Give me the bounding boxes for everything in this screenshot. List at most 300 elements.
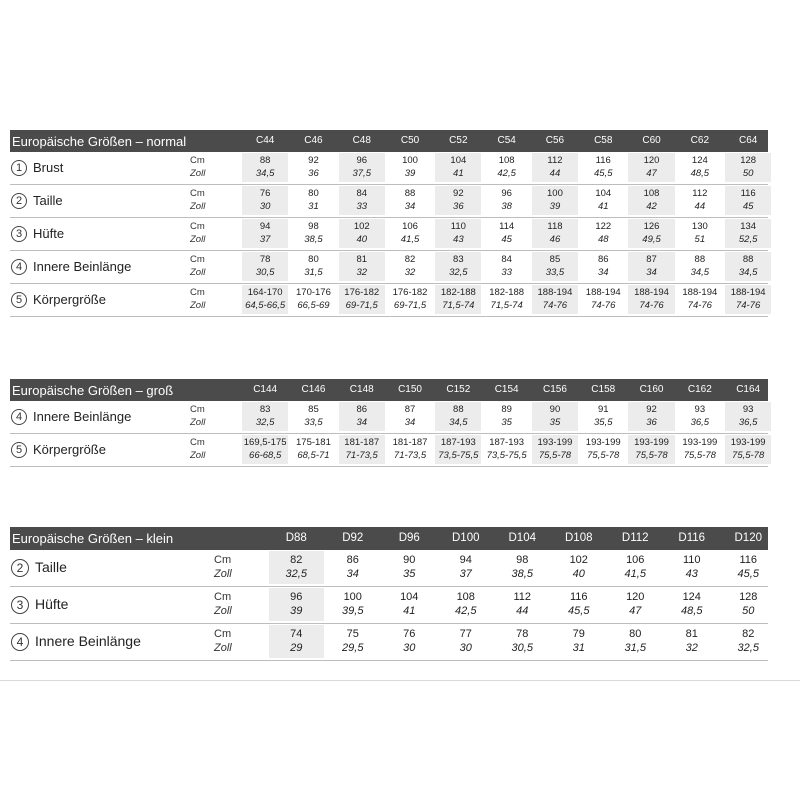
cm-value: 83	[259, 404, 271, 415]
zoll-value: 36	[453, 201, 464, 212]
value-cell	[608, 551, 663, 584]
zoll-value: 34	[646, 267, 657, 278]
value-cell	[725, 219, 771, 248]
cm-value: 80	[308, 254, 319, 265]
size-header: D108	[565, 532, 593, 544]
zoll-value: 32,5	[285, 568, 307, 580]
table-row	[10, 624, 768, 661]
zoll-value: 34	[597, 267, 609, 278]
cm-value: 104	[450, 155, 467, 166]
size-header: C148	[349, 384, 374, 395]
table-row	[10, 587, 768, 624]
zoll-value: 30	[259, 201, 271, 212]
size-header: D96	[398, 532, 420, 544]
value-cell	[580, 186, 626, 215]
cm-value: 96	[290, 591, 303, 603]
table-title: Europäische Größen – klein	[12, 531, 174, 546]
cm-value: 92	[453, 188, 464, 199]
zoll-value: 34,5	[738, 267, 758, 278]
cm-value: 120	[626, 591, 645, 603]
size-table	[10, 527, 768, 661]
value-cell	[677, 252, 723, 281]
value-cell	[532, 435, 578, 464]
cm-value: 188-194	[682, 287, 718, 298]
zoll-value: 71-73,5	[393, 450, 427, 461]
size-header: C152	[446, 384, 471, 395]
cm-value: 81	[356, 254, 368, 265]
size-header: C154	[494, 384, 519, 395]
zoll-value: 74-76	[735, 300, 761, 311]
size-header: C52	[449, 135, 468, 146]
value-cell	[484, 252, 530, 281]
zoll-value: 39	[549, 201, 561, 212]
cm-value: 92	[308, 155, 319, 166]
cm-value: 88	[259, 155, 271, 166]
cm-value: 83	[453, 254, 464, 265]
value-cell	[628, 435, 674, 464]
cm-value: 188-194	[730, 287, 766, 298]
zoll-value: 35,5	[593, 417, 613, 428]
unit-zoll-label: Zoll	[214, 568, 232, 580]
zoll-value: 38	[501, 201, 512, 212]
size-header: C60	[642, 135, 661, 146]
cm-value: 188-194	[634, 287, 669, 298]
cm-value: 92	[646, 404, 657, 415]
zoll-value: 35	[549, 417, 561, 428]
value-cell	[387, 252, 433, 281]
zoll-value: 33	[356, 201, 368, 212]
value-cell	[290, 402, 336, 431]
table-row	[10, 284, 768, 317]
cm-value: 93	[742, 404, 754, 415]
value-cell	[435, 402, 481, 431]
value-cell	[242, 186, 288, 215]
cm-value: 114	[499, 221, 515, 232]
zoll-value: 41,5	[624, 568, 646, 580]
cm-value: 89	[501, 404, 512, 415]
cm-value: 106	[402, 221, 418, 232]
value-cell	[435, 219, 481, 248]
size-header: C58	[594, 135, 613, 146]
zoll-value: 71,5-74	[490, 300, 523, 311]
zoll-value: 75,5-78	[587, 450, 620, 461]
cm-value: 116	[595, 155, 611, 166]
value-cell	[339, 435, 385, 464]
zoll-value: 42,5	[455, 605, 477, 617]
value-cell	[326, 551, 381, 584]
cm-value: 108	[498, 155, 515, 166]
cm-value: 170-176	[296, 287, 331, 298]
value-cell	[435, 186, 481, 215]
cm-value: 85	[308, 404, 319, 415]
size-header: C164	[736, 384, 761, 395]
table-row	[10, 152, 768, 185]
cm-value: 98	[308, 221, 319, 232]
zoll-value: 71,5-74	[442, 300, 475, 311]
size-header: C158	[591, 384, 616, 395]
zoll-value: 68,5-71	[297, 450, 330, 461]
cm-value: 108	[456, 591, 475, 603]
zoll-value: 36,5	[738, 417, 758, 428]
zoll-value: 35	[501, 417, 512, 428]
zoll-value: 52,5	[738, 234, 758, 245]
zoll-value: 48	[597, 234, 609, 245]
zoll-value: 39	[404, 168, 416, 179]
cm-value: 94	[259, 221, 271, 232]
row-number-badge: 1	[11, 160, 27, 176]
unit-zoll-label: Zoll	[190, 234, 206, 245]
cm-value: 122	[595, 221, 612, 232]
value-cell	[290, 219, 336, 248]
zoll-value: 39	[290, 605, 303, 617]
size-header: D112	[621, 532, 649, 544]
value-cell	[382, 588, 437, 621]
zoll-value: 50	[742, 168, 754, 179]
size-header: C46	[304, 135, 323, 146]
unit-zoll-label: Zoll	[190, 450, 206, 461]
cm-value: 84	[356, 188, 368, 199]
value-cell	[725, 435, 771, 464]
cm-value: 193-199	[585, 437, 621, 448]
value-cell	[387, 153, 433, 182]
zoll-value: 31,5	[624, 642, 646, 654]
cm-value: 126	[643, 221, 660, 232]
zoll-value: 32	[685, 642, 698, 654]
cm-value: 182-188	[440, 287, 476, 298]
value-cell	[580, 402, 626, 431]
row-label: Taille	[33, 193, 63, 208]
value-cell	[725, 252, 771, 281]
value-cell	[677, 153, 723, 182]
value-cell	[628, 285, 674, 314]
value-cell	[532, 153, 578, 182]
zoll-value: 41	[453, 168, 464, 179]
zoll-value: 49,5	[642, 234, 661, 245]
value-cell	[580, 435, 626, 464]
zoll-value: 64,5-66,5	[245, 300, 286, 311]
cm-value: 82	[290, 554, 303, 566]
size-header: C160	[639, 384, 664, 395]
cm-value: 79	[572, 628, 585, 640]
value-cell	[665, 588, 720, 621]
zoll-value: 39,5	[342, 605, 364, 617]
value-cell	[580, 219, 626, 248]
zoll-value: 31,5	[304, 267, 323, 278]
value-cell	[290, 435, 336, 464]
cm-value: 88	[453, 404, 464, 415]
value-cell	[532, 402, 578, 431]
cm-value: 164-170	[247, 287, 283, 298]
table-row	[10, 185, 768, 218]
zoll-value: 47	[646, 168, 657, 179]
size-header: D104	[508, 532, 536, 544]
value-cell	[484, 435, 530, 464]
value-cell	[484, 186, 530, 215]
value-cell	[495, 551, 550, 584]
zoll-value: 29	[290, 642, 303, 654]
cm-value: 110	[450, 221, 466, 232]
size-header: C62	[690, 135, 710, 146]
zoll-value: 48,5	[681, 605, 703, 617]
zoll-value: 32,5	[449, 267, 468, 278]
cm-value: 120	[643, 155, 660, 166]
zoll-value: 34,5	[255, 168, 275, 179]
cm-value: 98	[516, 554, 529, 566]
size-header: C146	[301, 384, 326, 395]
value-cell	[382, 625, 437, 658]
cm-value: 80	[308, 188, 319, 199]
cm-value: 78	[259, 254, 271, 265]
size-header: C150	[398, 384, 422, 395]
unit-zoll-label: Zoll	[190, 267, 206, 278]
size-header: D100	[452, 532, 480, 544]
value-cell	[677, 285, 723, 314]
value-cell	[435, 435, 481, 464]
zoll-value: 73,5-75,5	[486, 450, 527, 461]
table-row	[10, 218, 768, 251]
row-number-badge: 5	[11, 292, 27, 308]
cm-value: 80	[629, 628, 642, 640]
cm-value: 176-182	[344, 287, 380, 298]
value-cell	[242, 285, 288, 314]
unit-zoll-label: Zoll	[190, 417, 206, 428]
value-cell	[608, 625, 663, 658]
table-title: Europäische Größen – groß	[12, 383, 174, 398]
cm-value: 193-199	[634, 437, 669, 448]
cm-value: 130	[691, 221, 708, 232]
zoll-value: 43	[685, 568, 698, 580]
value-cell	[290, 153, 336, 182]
cm-value: 116	[740, 188, 756, 199]
cm-value: 93	[694, 404, 706, 415]
row-number-badge: 2	[11, 193, 27, 209]
cm-value: 175-181	[296, 437, 331, 448]
cm-value: 100	[402, 155, 418, 166]
zoll-value: 40	[356, 234, 368, 245]
value-cell	[721, 625, 776, 658]
cm-value: 86	[356, 404, 368, 415]
zoll-value: 41,5	[400, 234, 420, 245]
unit-cm-label: Cm	[190, 188, 205, 199]
value-cell	[532, 285, 578, 314]
cm-value: 86	[346, 554, 359, 566]
value-cell	[290, 186, 336, 215]
value-cell	[721, 588, 776, 621]
value-cell	[484, 285, 530, 314]
cm-value: 118	[547, 221, 563, 232]
value-cell	[677, 435, 723, 464]
value-cell	[580, 285, 626, 314]
zoll-value: 36	[308, 168, 319, 179]
page-divider	[0, 680, 800, 681]
zoll-value: 41	[403, 605, 416, 617]
unit-zoll-label: Zoll	[190, 168, 206, 179]
zoll-value: 66-68,5	[249, 450, 282, 461]
zoll-value: 36,5	[690, 417, 710, 428]
cm-value: 112	[547, 155, 563, 166]
unit-cm-label: Cm	[190, 404, 205, 415]
row-number-badge: 4	[11, 633, 29, 651]
value-cell	[339, 186, 385, 215]
cm-value: 112	[692, 188, 708, 199]
zoll-value: 74-76	[542, 300, 568, 311]
zoll-value: 37,5	[352, 168, 371, 179]
zoll-value: 69-71,5	[393, 300, 427, 311]
zoll-value: 37	[459, 568, 472, 580]
cm-value: 116	[569, 591, 588, 603]
size-header: C44	[255, 135, 275, 146]
zoll-value: 34	[404, 417, 416, 428]
cm-value: 82	[742, 628, 755, 640]
value-cell	[552, 551, 607, 584]
row-label: Hüfte	[35, 596, 69, 612]
zoll-value: 35	[403, 568, 416, 580]
unit-zoll-label: Zoll	[190, 201, 206, 212]
size-header: D116	[678, 532, 706, 544]
value-cell	[495, 625, 550, 658]
cm-value: 91	[597, 404, 609, 415]
zoll-value: 74-76	[687, 300, 712, 311]
zoll-value: 30	[403, 642, 416, 654]
value-cell	[495, 588, 550, 621]
zoll-value: 33	[501, 267, 512, 278]
size-header: C56	[545, 135, 565, 146]
size-table	[10, 379, 768, 467]
value-cell	[339, 153, 385, 182]
cm-value: 128	[740, 155, 757, 166]
cm-value: 94	[459, 554, 472, 566]
table-row	[10, 401, 768, 434]
zoll-value: 32,5	[255, 417, 275, 428]
cm-value: 108	[643, 188, 660, 199]
zoll-value: 45,5	[568, 605, 590, 617]
value-cell	[580, 252, 626, 281]
zoll-value: 43	[453, 234, 464, 245]
unit-cm-label: Cm	[190, 254, 205, 265]
row-label: Brust	[33, 160, 64, 175]
unit-cm-label: Cm	[214, 554, 232, 566]
value-cell	[242, 402, 288, 431]
unit-zoll-label: Zoll	[214, 642, 232, 654]
cm-value: 193-199	[682, 437, 718, 448]
zoll-value: 40	[572, 568, 585, 580]
value-cell	[326, 588, 381, 621]
zoll-value: 34	[346, 568, 359, 580]
value-cell	[677, 219, 723, 248]
cm-value: 87	[646, 254, 657, 265]
zoll-value: 44	[516, 605, 529, 617]
cm-value: 78	[516, 628, 529, 640]
cm-value: 104	[400, 591, 419, 603]
zoll-value: 30,5	[511, 642, 533, 654]
unit-cm-label: Cm	[214, 591, 232, 603]
value-cell	[484, 153, 530, 182]
value-cell	[677, 402, 723, 431]
size-header: D120	[734, 532, 762, 544]
table-header	[10, 130, 768, 152]
cm-value: 96	[356, 155, 368, 166]
zoll-value: 48,5	[690, 168, 710, 179]
value-cell	[326, 625, 381, 658]
size-header: C54	[497, 135, 516, 146]
value-cell	[721, 551, 776, 584]
value-cell	[242, 153, 288, 182]
value-cell	[484, 219, 530, 248]
unit-zoll-label: Zoll	[190, 300, 206, 311]
value-cell	[242, 435, 288, 464]
value-cell	[269, 625, 324, 658]
cm-value: 187-193	[489, 437, 525, 448]
cm-value: 193-199	[537, 437, 573, 448]
zoll-value: 30,5	[255, 267, 275, 278]
cm-value: 90	[403, 554, 416, 566]
size-header: C64	[738, 135, 758, 146]
zoll-value: 45	[501, 234, 512, 245]
zoll-value: 34,5	[449, 417, 468, 428]
zoll-value: 33,5	[545, 267, 565, 278]
row-label: Innere Beinlänge	[33, 409, 132, 424]
value-cell	[439, 625, 494, 658]
value-cell	[435, 285, 481, 314]
cm-value: 176-182	[392, 287, 428, 298]
row-number-badge: 3	[11, 596, 29, 614]
row-number-badge: 4	[11, 409, 27, 425]
cm-value: 96	[501, 188, 512, 199]
table-header	[10, 379, 768, 401]
zoll-value: 50	[742, 605, 755, 617]
cm-value: 102	[353, 221, 370, 232]
unit-cm-label: Cm	[190, 221, 205, 232]
row-label: Innere Beinlänge	[35, 633, 141, 649]
cm-value: 82	[404, 254, 416, 265]
value-cell	[242, 219, 288, 248]
value-cell	[387, 186, 433, 215]
cm-value: 112	[513, 591, 532, 603]
zoll-value: 31	[572, 642, 585, 654]
zoll-value: 75,5-78	[732, 450, 765, 461]
cm-value: 74	[290, 628, 303, 640]
row-label: Körpergröße	[33, 442, 106, 457]
value-cell	[628, 186, 674, 215]
cm-value: 193-199	[730, 437, 766, 448]
cm-value: 128	[739, 591, 758, 603]
zoll-value: 74-76	[639, 300, 664, 311]
table-row	[10, 550, 768, 587]
zoll-value: 45,5	[737, 568, 759, 580]
value-cell	[290, 252, 336, 281]
cm-value: 182-188	[489, 287, 525, 298]
zoll-value: 75,5-78	[635, 450, 668, 461]
value-cell	[435, 252, 481, 281]
unit-cm-label: Cm	[190, 287, 205, 298]
value-cell	[552, 625, 607, 658]
cm-value: 100	[547, 188, 563, 199]
cm-value: 88	[694, 254, 706, 265]
value-cell	[387, 285, 433, 314]
row-label: Innere Beinlänge	[33, 259, 132, 274]
value-cell	[725, 186, 771, 215]
unit-zoll-label: Zoll	[214, 605, 232, 617]
value-cell	[382, 551, 437, 584]
value-cell	[628, 219, 674, 248]
cm-value: 188-194	[585, 287, 621, 298]
cm-value: 187-193	[440, 437, 476, 448]
cm-value: 85	[549, 254, 561, 265]
cm-value: 124	[691, 155, 708, 166]
cm-value: 88	[742, 254, 754, 265]
row-number-badge: 5	[11, 442, 27, 458]
zoll-value: 31	[308, 201, 319, 212]
